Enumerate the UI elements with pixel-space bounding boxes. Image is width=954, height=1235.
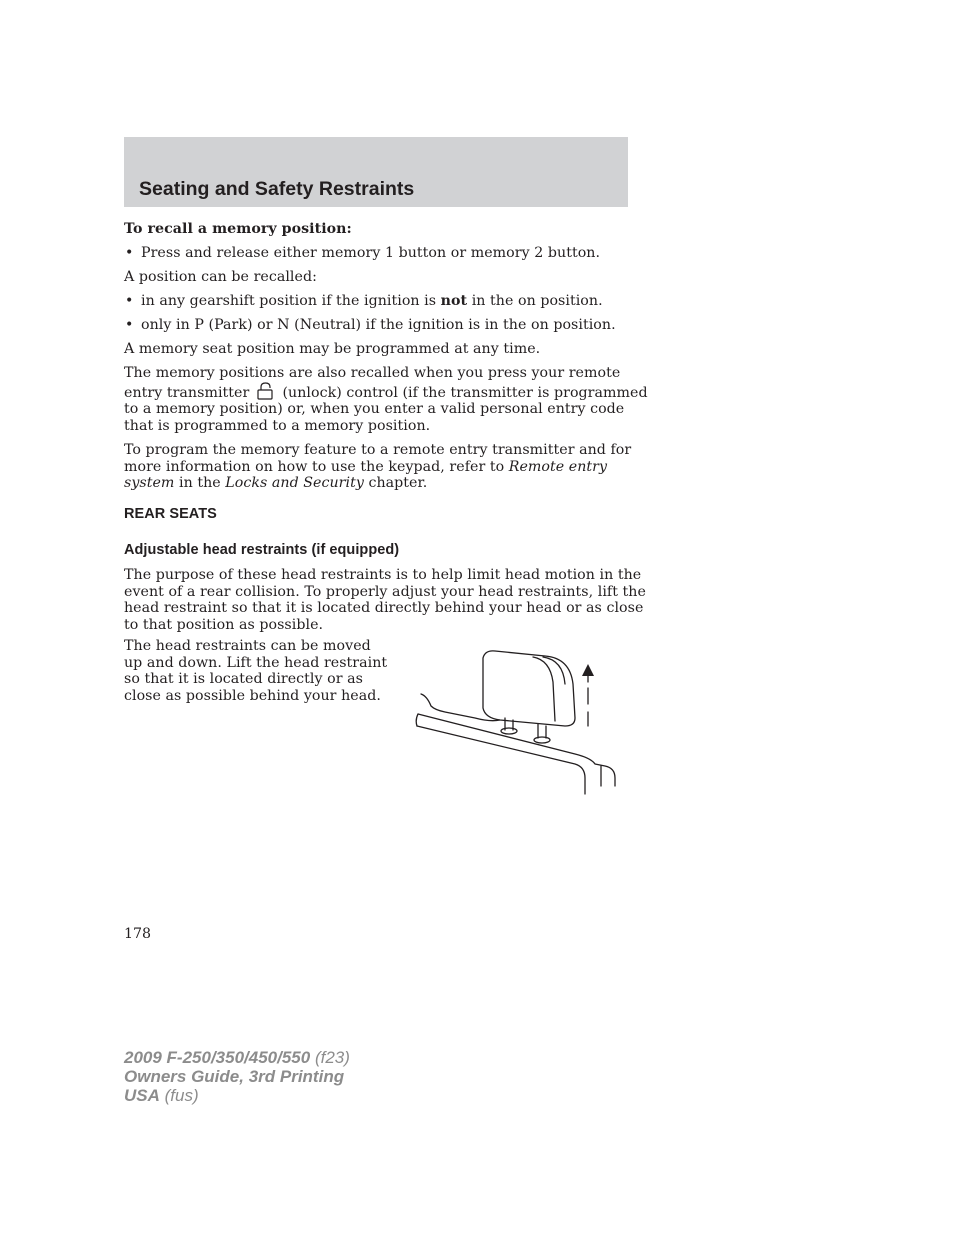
text-line [124, 382, 648, 402]
bullet-text: only in P (Park) or N (Neutral) if the ignition is in the on position. [141, 317, 616, 333]
text-line: The head restraints can be moved [124, 638, 371, 654]
text-line: event of a rear collision. To properly adjust your head restraints, lift the [124, 583, 646, 600]
programmed-note: A memory seat position may be programmed at any time. [124, 341, 541, 357]
text-line: to a memory position) or, when you enter a valid personal entry code [124, 401, 625, 417]
text-span: in the [174, 475, 226, 491]
footer-imprint [124, 1048, 350, 1105]
rear-seats-heading: REAR SEATS [124, 506, 217, 522]
text-line: To program the memory feature to a remote entry transmitter and for [124, 442, 632, 458]
recall-heading: To recall a memory position: [124, 221, 352, 237]
text-span: chapter. [363, 475, 428, 491]
head-restraints-subheading: Adjustable head restraints (if equipped) [124, 542, 400, 558]
text-line: head restraint so that it is located directly behind your head or as close [124, 600, 644, 616]
bullet-dot: • [125, 317, 134, 333]
footer-code: (f23) [310, 1048, 350, 1067]
bullet-dot: • [125, 293, 134, 309]
text-line: close as possible behind your head. [124, 687, 381, 704]
bullet-text: Press and release either memory 1 button or memory 2 button. [141, 245, 601, 261]
text-span: (unlock) control (if the transmitter is programmed [282, 384, 648, 401]
bullet-text-pre: in any gearshift position if the ignition is [141, 293, 441, 309]
text-line: to that position as possible. [124, 616, 324, 633]
page-number: 178 [124, 926, 152, 942]
footer-line [124, 1086, 350, 1105]
text-italic: Remote entry [508, 458, 608, 475]
text-italic: Locks and Security [225, 475, 364, 491]
bullet-text-bold: not [440, 293, 468, 309]
head-restraints-paragraph [124, 567, 646, 633]
text-line: so that it is located directly or as [124, 671, 363, 687]
text-line: The memory positions are also recalled when you press your remote [124, 365, 621, 381]
footer-line [124, 1067, 350, 1086]
transmitter-paragraph [124, 365, 648, 434]
footer-market: USA [124, 1086, 160, 1105]
head-restraints-move-paragraph [124, 638, 388, 704]
section-header-band [124, 137, 628, 207]
text-line [124, 475, 624, 492]
bullet-text [141, 293, 603, 310]
bullet-text-post: in the on position. [467, 293, 603, 309]
up-arrow-icon [582, 664, 594, 676]
text-span: entry transmitter [124, 384, 250, 401]
program-paragraph [124, 442, 632, 492]
footer-model: 2009 F-250/350/450/550 [124, 1048, 311, 1067]
unlock-icon [254, 382, 278, 400]
text-italic: system [124, 475, 175, 491]
bullet-dot: • [125, 245, 134, 261]
footer-edition: Owners Guide, 3rd Printing [124, 1067, 345, 1086]
text-line [124, 459, 624, 476]
section-title: Seating and Safety Restraints [139, 178, 415, 200]
recall-intro: A position can be recalled: [124, 269, 317, 285]
text-span: more information on how to use the keypad, refer to [124, 458, 509, 475]
footer-market-code: (fus) [159, 1086, 199, 1105]
text-line: The purpose of these head restraints is to help limit head motion in the [124, 567, 642, 583]
text-line: up and down. Lift the head restraint [124, 654, 388, 671]
text-line: that is programmed to a memory position. [124, 417, 431, 434]
head-restraint-illustration [415, 646, 620, 796]
footer-line [124, 1048, 350, 1067]
